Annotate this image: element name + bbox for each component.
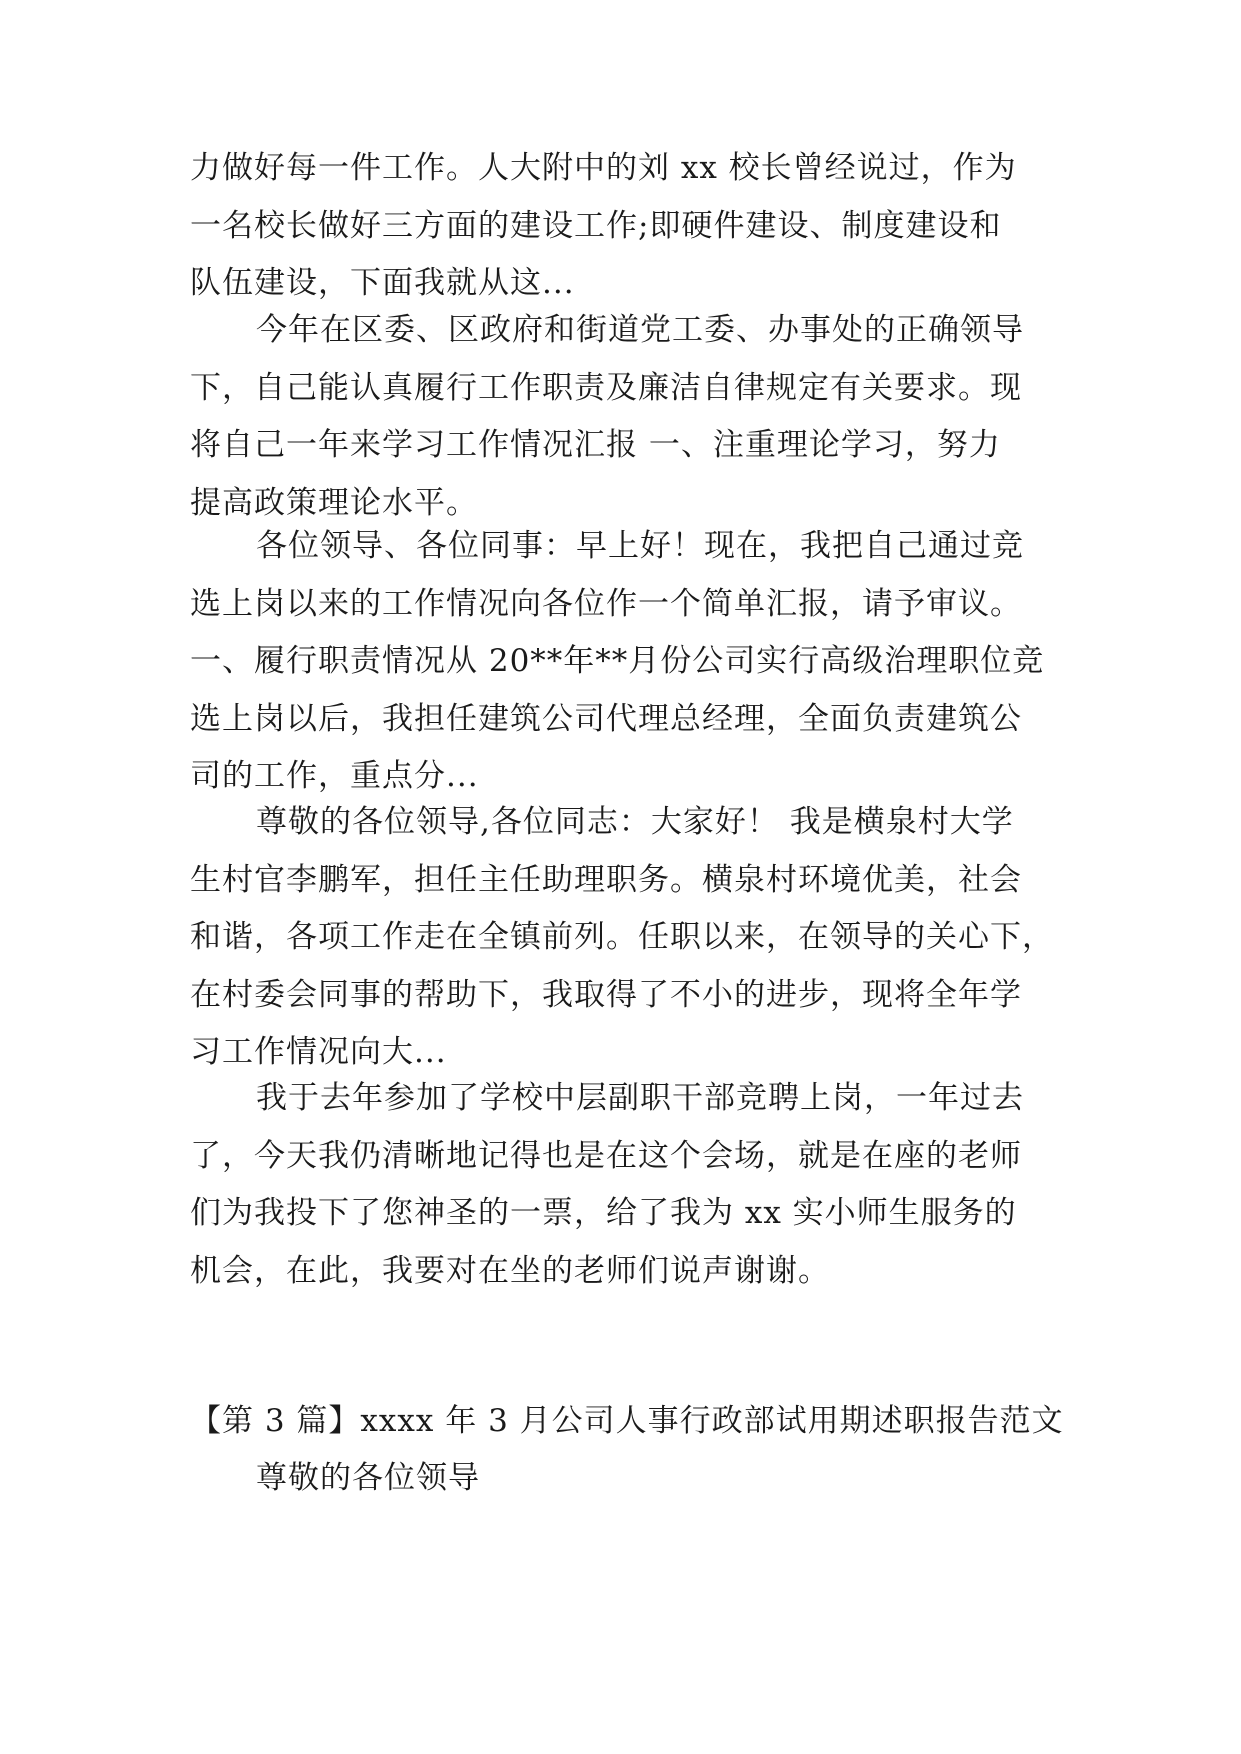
- paragraph-line: 力做好每一件工作。人大附中的刘 xx 校长曾经说过，作为: [190, 150, 1017, 186]
- section-heading: 【第 3 篇】xxxx 年 3 月公司人事行政部试用期述职报告范文: [190, 1403, 1064, 1439]
- salutation-line: 尊敬的各位领导: [256, 1460, 480, 1496]
- paragraph-line: 生村官李鹏军，担任主任助理职务。横泉村环境优美，社会: [190, 861, 1022, 898]
- paragraph-line: 一名校长做好三方面的建设工作;即硬件建设、制度建设和: [190, 207, 1002, 244]
- paragraph-line: 习工作情况向大...: [190, 1034, 447, 1070]
- paragraph-line: 选上岗以后，我担任建筑公司代理总经理，全面负责建筑公: [190, 700, 1022, 737]
- paragraph-line: 们为我投下了您神圣的一票，给了我为 xx 实小师生服务的: [190, 1195, 1017, 1231]
- paragraph-line: 司的工作，重点分...: [190, 758, 479, 794]
- paragraph-line: 在村委会同事的帮助下，我取得了不小的进步，现将全年学: [190, 976, 1022, 1013]
- paragraph-3: [190, 518, 1070, 806]
- paragraph-5: [190, 1070, 1070, 1300]
- paragraph-line: 各位领导、各位同事：早上好！现在，我把自己通过竞: [256, 528, 1024, 564]
- section-salutation-block: [190, 1450, 1070, 1508]
- paragraph-line: 选上岗以来的工作情况向各位作一个简单汇报，请予审议。: [190, 585, 1022, 622]
- paragraph-line: 一、履行职责情况从 20**年**月份公司实行高级治理职位竞: [190, 643, 1045, 679]
- paragraph-line: 将自己一年来学习工作情况汇报 一、注重理论学习，努力: [190, 427, 1001, 463]
- paragraph-line: 和谐，各项工作走在全镇前列。任职以来，在领导的关心下，: [190, 919, 1054, 955]
- paragraph-1: [190, 140, 1070, 313]
- paragraph-line: 队伍建设，下面我就从这...: [190, 265, 575, 301]
- paragraph-2: [190, 302, 1070, 532]
- paragraph-line: 我于去年参加了学校中层副职干部竞聘上岗，一年过去: [256, 1080, 1024, 1116]
- paragraph-line: 今年在区委、区政府和街道党工委、办事处的正确领导: [256, 312, 1024, 348]
- paragraph-4: [190, 794, 1070, 1082]
- paragraph-line: 提高政策理论水平。: [190, 484, 478, 521]
- paragraph-line: 下，自己能认真履行工作职责及廉洁自律规定有关要求。现: [190, 369, 1022, 406]
- paragraph-line: 了，今天我仍清晰地记得也是在这个会场，就是在座的老师: [190, 1137, 1022, 1174]
- paragraph-line: 尊敬的各位领导,各位同志：大家好！ 我是横泉村大学: [256, 804, 1014, 840]
- paragraph-line: 机会，在此，我要对在坐的老师们说声谢谢。: [190, 1252, 830, 1289]
